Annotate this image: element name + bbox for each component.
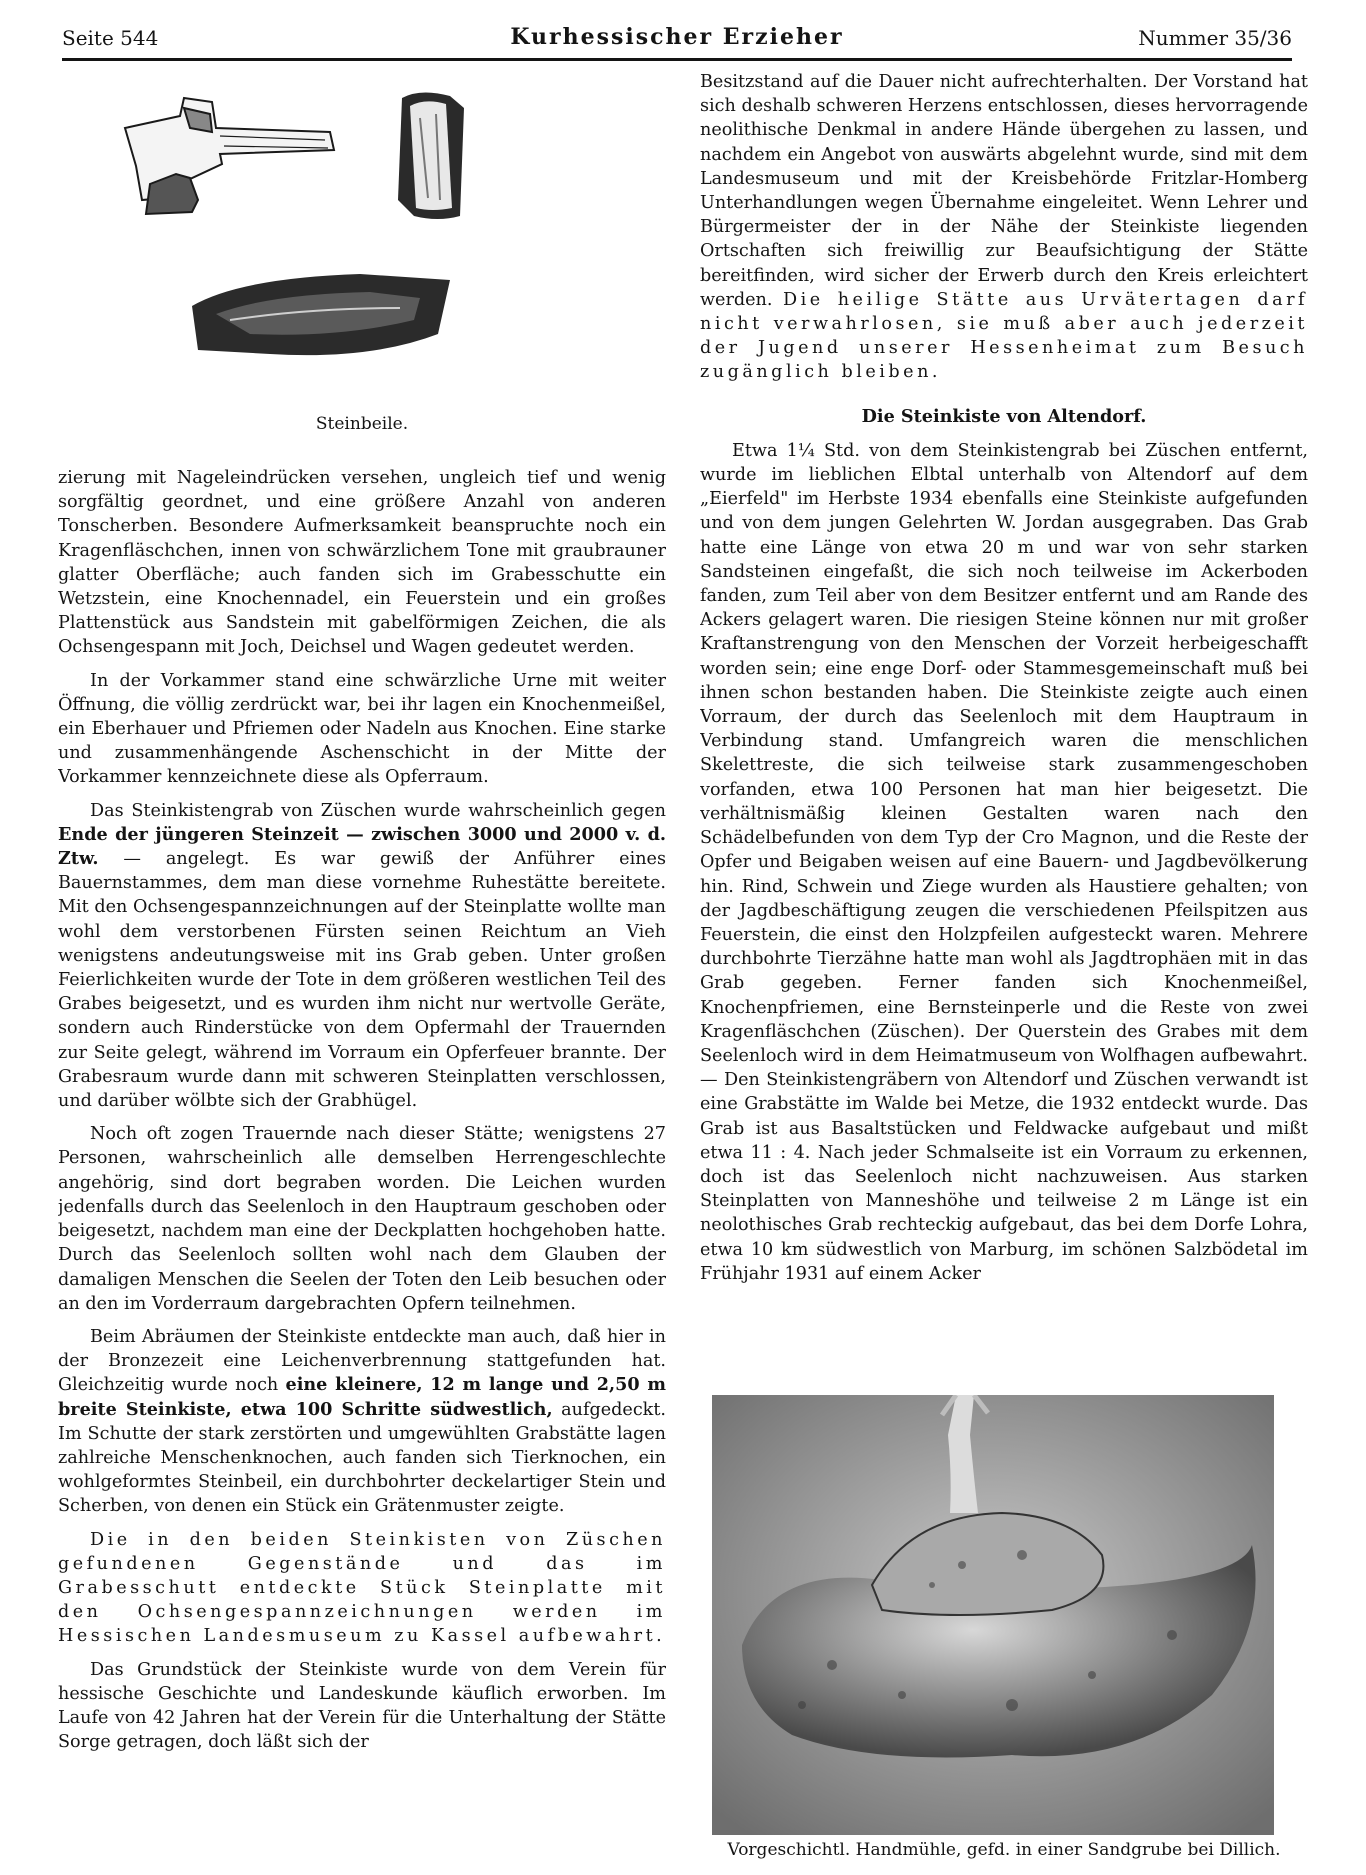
hafted-axe-drawing: [125, 98, 334, 214]
paragraph: Etwa 1¼ Std. von dem Steinkistengrab bei Züschen entfernt, wurde im lieblichen Elbtal unterhalb von Altendorf auf dem „Eierfeld" im Herbste 1934 ebenfalls eine Steinkiste aufgefunden und von dem jungen Gelehrten W. Jordan ausgegraben. Das Grab hatte eine Länge von etwa 20 m und war von sehr starken Sandsteinen eingefaßt, die sich noch teilweise im Ackerboden fanden, zum Teil aber von dem Besitzer entfernt und am Rande des Ackers gelagert waren. Die riesigen Steine können nur mit großer Kraftanstrengung von den Menschen der Vorzeit herbeigeschafft worden sein; eine enge Dorf- oder Stammesgemeinschaft muß bei ihnen schon bestanden haben. Die Steinkiste zeigte auch einen Vorraum, der durch das Seelenloch mit dem Hauptraum in Verbindung stand. Umfangreich waren die menschlichen Skelettreste, die sich teilweise stark zusammengeschoben vorfanden, etwa 100 Personen hat man hier beigesetzt. Die verhältnismäßig kleinen Gestalten waren nach den Schädelbefunden von dem Typ der Cro Magnon, und die Reste der Opfer und Beigaben weisen auf eine Bauern- und Jagdbevölkerung hin. Rind, Schwein und Ziege wurden als Haustiere gehalten; von der Jagdbeschäftigung zeugen die verschiedenen Pfeilspitzen aus Feuerstein, die einst den Holzpfeilen aufgesteckt waren. Mehrere durchbohrte Tierzähne hatte man wohl als Jagdtrophäen mit in das Grab gegeben. Ferner fanden sich Knochenmeißel, Knochenpfriemen, eine Bernsteinperle und die Reste von zwei Kragenfläschchen (Züschen). Der Querstein des Grabes mit dem Seelenloch wird in dem Heimatmuseum von Wolfhagen aufbewahrt. — Den Steinkistengräbern von Altendorf und Züschen verwandt ist eine Grabstätte im Walde bei Metze, die 1932 entdeckt wurde. Das Grab ist aus Basaltstücken und Feldwacke aufgebaut und mißt etwa 11 : 4. Nach jeder Schmalseite ist ein Vorraum zu erkennen, doch ist das Seelenloch nicht nachzuweisen. Aus starken Steinplatten von Manneshöhe und teilweise 2 m Länge ist ein neolothisches Grab rechteckig aufgebaut, das bei dem Dorfe Lohra, etwa 10 km südwestlich von Marburg, im schönen Salzbödetal im Frühjahr 1931 auf einem Acker: [700, 440, 1308, 1284]
paragraph: Besitzstand auf die Dauer nicht aufrechterhalten. Der Vorstand hat sich deshalb schweren Herzens entschlossen, dieses hervorragende neolithische Denkmal in andere Hände übergehen zu lassen, und nachdem ein Angebot von auswärts abgelehnt wurde, sind mit dem Landesmuseum und mit der Kreisbehörde Fritzlar-Homberg Unterhandlungen wegen Übernahme eingeleitet. Wenn Lehrer und Bürgermeister der in der Nähe der Steinkiste liegenden Ortschaften sich freiwillig zur Beaufsichtigung der Stätte bereitfinden, wird sicher der Erwerb durch den Kreis erleichtert werden. Die heilige Stätte aus Urvätertagen darf nicht verwahrlosen, sie muß aber auch jederzeit der Jugend unserer Hessenheimat zum Besuch zugänglich bleiben.: [700, 72, 1308, 383]
long-stone-tool-drawing: [192, 274, 450, 355]
hand-mill-photo: [712, 1395, 1274, 1835]
page-header: [62, 24, 1292, 61]
spaced-emphasis: Die heilige Stätte aus Urvätertagen darf nicht verwahrlosen, sie muß aber auch jederzeit der Jugend unserer Hessenheimat zum Besuch zugänglich bleiben.: [700, 289, 1308, 383]
bold-date-range: Ende der jüngeren Steinzeit — zwischen 3000 und 2000 v. d. Ztw.: [58, 823, 666, 870]
bold-stone-chest-size: eine kleinere, 12 m lange und 2,50 m breite Steinkiste, etwa 100 Schritte südwestlich,: [58, 1374, 666, 1420]
right-column: [700, 70, 1308, 1375]
issue-number: Nummer 35/36: [1138, 26, 1292, 50]
wedge-axe-drawing: [398, 92, 464, 219]
paragraph: Das Steinkistengrab von Züschen wurde wahrscheinlich gegen Ende der jüngeren Steinzeit — zwischen 3000 und 2000 v. d. Ztw. — angelegt. Es war gewiß der Anführer eines Bauernstammes, dem man diese vornehme Ruhestätte bereitete. Mit den Ochsengespannzeichnungen auf der Steinplatte wollte man wohl dem verstorbenen Fürsten seinen Reichtum an Vieh wenigstens andeutungsweise mit ins Grab geben. Unter großen Feierlichkeiten wurde der Tote in dem größeren westlichen Teil des Grabes beigesetzt, und es wurden ihm nicht nur wertvolle Geräte, sondern auch Rinderstücke von dem Opfermahl der Trauernden zur Seite gelegt, während im Vorraum ein Opferfeuer brannte. Der Grabesraum wurde dann mit schweren Steinplatten verschlossen, und darüber wölbte sich der Grabhügel.: [58, 800, 666, 1112]
section-heading: Die Steinkiste von Altendorf.: [861, 405, 1147, 427]
paragraph: zierung mit Nageleindrücken versehen, ungleich tief und wenig sorgfältig geordnet, und eine größere Anzahl von anderen Tonscherben. Besondere Aufmerksamkeit beanspruchte noch ein Kragenfläschchen, innen von schwärzlichem Tone mit graubrauner glatter Oberfläche; auch fanden sich im Grabesschutte ein Wetzstein, eine Knochennadel, ein Feuerstein und ein großes Plattenstück aus Sandstein mit gabelförmigen Zeichen, die als Ochsengespann mit Joch, Deichsel und Wagen gedeutet werden.: [58, 468, 666, 658]
paragraph: Beim Abräumen der Steinkiste entdeckte man auch, daß hier in der Bronzezeit eine Leichenverbrennung stattgefunden hat. Gleichzeitig wurde noch eine kleinere, 12 m lange und 2,50 m breite Steinkiste, etwa 100 Schritte südwestlich, aufgedeckt. Im Schutte der stark zerstörten und umgewühlten Grabstätte lagen zahlreiche Menschenknochen, auch fanden sich Tierknochen, ein wohlgeformtes Steinbeil, ein durchbohrter deckelartiger Stein und Scherben, von denen ein Stück ein Grätenmuster zeigte.: [58, 1326, 666, 1517]
paragraph: Das Grundstück der Steinkiste wurde von dem Verein für hessische Geschichte und Landeskunde käuflich erworben. Im Laufe von 42 Jahren hat der Verein für die Unterhaltung der Stätte Sorge getragen, doch läßt sich der: [58, 1659, 666, 1753]
page-number: Seite 544: [62, 26, 159, 50]
stone-axes-illustration: [120, 88, 600, 410]
journal-title: Kurhessischer Erzieher: [510, 24, 844, 50]
figure-caption-axes: Steinbeile.: [315, 414, 409, 434]
paragraph-spaced: Die in den beiden Steinkisten von Züschen gefundenen Gegenstände und das im Grabesschutt entdeckte Stück Steinplatte mit den Ochsengespannzeichnungen werden im Hessischen Landesmuseum zu Kassel aufbewahrt.: [58, 1529, 666, 1647]
figure-caption-mill: Vorgeschichtl. Handmühle, gefd. in einer Sandgrube bei Dillich.: [727, 1840, 1281, 1860]
paragraph: In der Vorkammer stand eine schwärzliche Urne mit weiter Öffnung, die völlig zerdrückt war, bei ihr lagen ein Knochenmeißel, ein Eberhauer und Pfriemen oder Nadeln aus Knochen. Eine starke und zusammenhängende Aschenschicht in der Mitte der Vorkammer kennzeichnete diese als Opferraum.: [58, 670, 666, 788]
paragraph: Noch oft zogen Trauernde nach dieser Stätte; wenigstens 27 Personen, wahrscheinlich alle demselben Herrengeschlechte angehörig, sind dort begraben worden. Die Leichen wurden jedenfalls durch das Seelenloch in den Hauptraum geschoben oder beigesetzt, nachdem man eine der Deckplatten hochgehoben hatte. Durch das Seelenloch sollten wohl nach dem Glauben der damaligen Menschen die Seelen der Toten den Leib besuchen oder an den im Vorderraum dargebrachten Opfern teilnehmen.: [58, 1124, 666, 1314]
left-column: [58, 466, 666, 1866]
